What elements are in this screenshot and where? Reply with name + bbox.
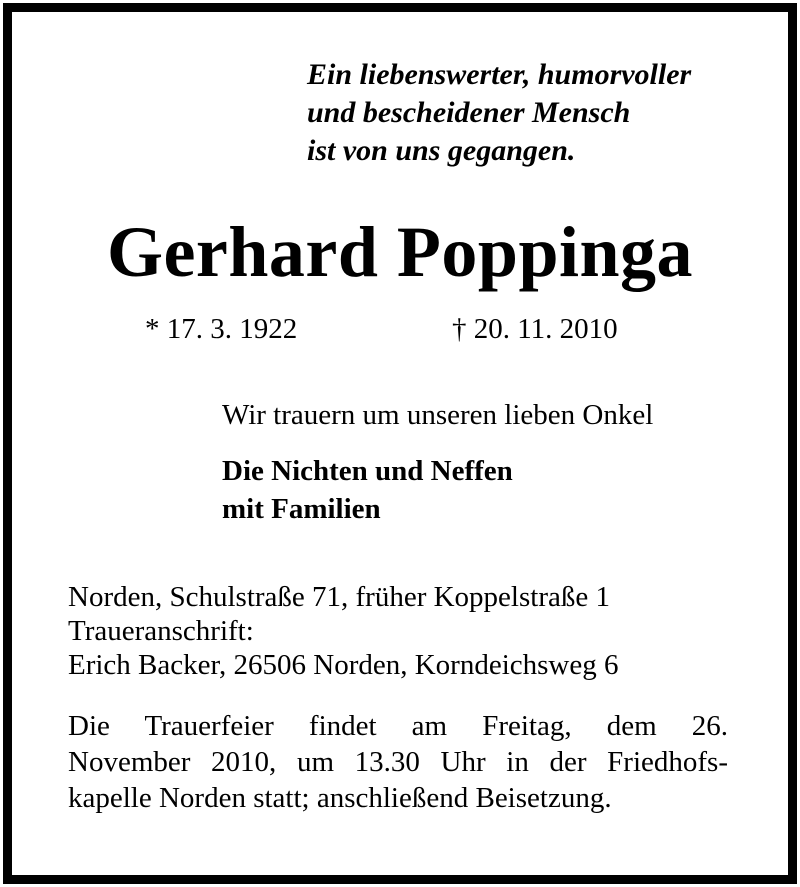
mourners-line: Die Nichten und Neffen <box>222 455 513 487</box>
motto-line: und bescheidener Mensch <box>307 96 631 129</box>
address-line: Erich Backer, 26506 Norden, Korndeichsweg 6 <box>68 649 619 681</box>
motto <box>307 56 691 170</box>
mourning-intro: Wir trauern um unseren lieben Onkel <box>222 399 654 431</box>
service-line: kapelle Norden statt; anschließend Beisetzung. <box>68 782 612 814</box>
motto-line: Ein liebenswerter, humorvoller <box>307 58 692 91</box>
funeral-service-notice <box>68 708 728 816</box>
motto-line: ist von uns gegangen. <box>307 134 576 167</box>
mourners-line: mit Familien <box>222 493 381 525</box>
death-date: † 20. 11. 2010 <box>452 313 618 345</box>
address-line: Traueranschrift: <box>68 615 254 647</box>
service-line: November 2010, um 13.30 Uhr in der Friedhofs- <box>68 746 728 778</box>
birth-date: * 17. 3. 1922 <box>145 313 298 345</box>
mourners-signature <box>222 452 513 528</box>
deceased-name: Gerhard Poppinga <box>106 212 694 292</box>
address-block <box>68 580 618 682</box>
service-line: Die Trauerfeier findet am Freitag, dem 26. <box>68 710 728 742</box>
address-line: Norden, Schulstraße 71, früher Koppelstraße 1 <box>68 581 610 613</box>
